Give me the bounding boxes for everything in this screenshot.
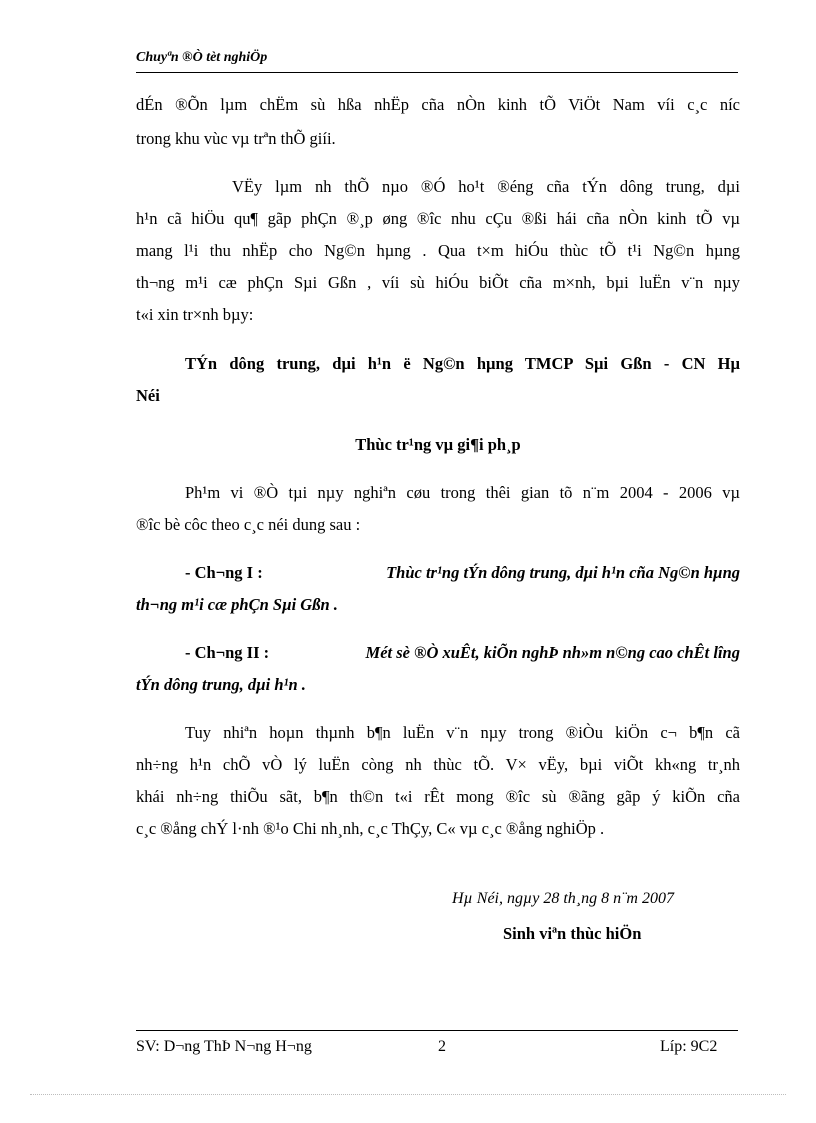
header-rule: [136, 72, 738, 73]
chapter-1-title: Thùc tr¹ng tÝn dông trung, dµi h¹n cña Ng©n hµng: [386, 563, 740, 582]
header-title: Chuyªn ®Ò tèt nghiÖp: [136, 50, 268, 65]
place-date: Hµ Néi, ngµy 28 th¸ng 8 n¨m 2007: [452, 890, 674, 907]
body-line: khái nh÷ng thiÕu sãt, b¶n th©n t«i rÊt mong ®îc sù ®ãng gãp ý kiÕn cña: [136, 787, 740, 806]
thesis-title: TÝn dông trung, dµi h¹n ë Ng©n hµng TMCP Sµi Gßn - CN Hµ: [185, 354, 740, 373]
chapter-2-title-cont: tÝn dông trung, dµi h¹n .: [136, 675, 306, 694]
chapter-2-title: Mét sè ®Ò xuÊt, kiÕn nghÞ nh»m n©ng cao chÊt lîng: [365, 643, 740, 662]
body-line: Ph¹m vi ®Ò tµi nµy nghiªn cøu trong thêi gian tõ n¨m 2004 - 2006 vµ: [185, 483, 740, 502]
signer: Sinh viªn thùc hiÖn: [503, 924, 642, 943]
thesis-subtitle: Thùc tr¹ng vµ gi¶i ph¸p: [355, 435, 521, 454]
chapter-2-line: [185, 642, 740, 664]
body-line: t«i xin tr×nh bµy:: [136, 305, 254, 324]
body-line: c¸c ®ång chÝ l·nh ®¹o Chi nh¸nh, c¸c ThÇy, C« vµ c¸c ®ång nghiÖp .: [136, 819, 605, 838]
footer-page-number: 2: [438, 1038, 446, 1055]
body-line: trong khu vùc vµ trªn thÕ giíi.: [136, 129, 336, 148]
chapter-2-label: - Ch¬ng II :: [185, 643, 270, 662]
chapter-1-label: - Ch¬ng I :: [185, 563, 263, 582]
chapter-1-title-cont: th¬ng m¹i cæ phÇn Sµi Gßn .: [136, 595, 338, 614]
footer-student: SV: D¬ng ThÞ N¬ng H¬ng: [136, 1038, 312, 1055]
footer-class: Líp: 9C2: [660, 1038, 718, 1055]
thesis-title: Néi: [136, 386, 160, 405]
body-line: ®îc bè côc theo c¸c néi dung sau :: [136, 515, 361, 534]
body-line: nh÷ng h¹n chÕ vÒ lý luËn còng nh thùc tÕ. V× vËy, bµi viÕt kh«ng tr¸nh: [136, 755, 740, 774]
body-line: dÉn ®Õn lµm chËm sù hßa nhËp cña nÒn kinh tÕ ViÖt Nam víi c¸c níc: [136, 95, 740, 114]
body-line: mang l¹i thu nhËp cho Ng©n hµng . Qua t×m hiÓu thùc tÕ t¹i Ng©n hµng: [136, 241, 740, 260]
body-line: h¹n cã hiÖu qu¶ gãp phÇn ®¸p øng ®îc nhu cÇu ®ßi hái cña nÒn kinh tÕ vµ: [136, 209, 740, 228]
body-line: VËy lµm nh thÕ nµo ®Ó ho¹t ®éng cña tÝn dông trung, dµi: [232, 177, 740, 196]
chapter-1-line: [185, 562, 740, 584]
footer-rule: [136, 1030, 738, 1031]
body-line: th¬ng m¹i cæ phÇn Sµi Gßn , víi sù hiÓu biÕt cña m×nh, bµi luËn v¨n nµy: [136, 273, 740, 292]
body-line: Tuy nhiªn hoµn thµnh b¶n luËn v¨n nµy trong ®iÒu kiÖn c¬ b¶n cã: [185, 723, 740, 742]
page-bottom-divider: [30, 1094, 786, 1095]
